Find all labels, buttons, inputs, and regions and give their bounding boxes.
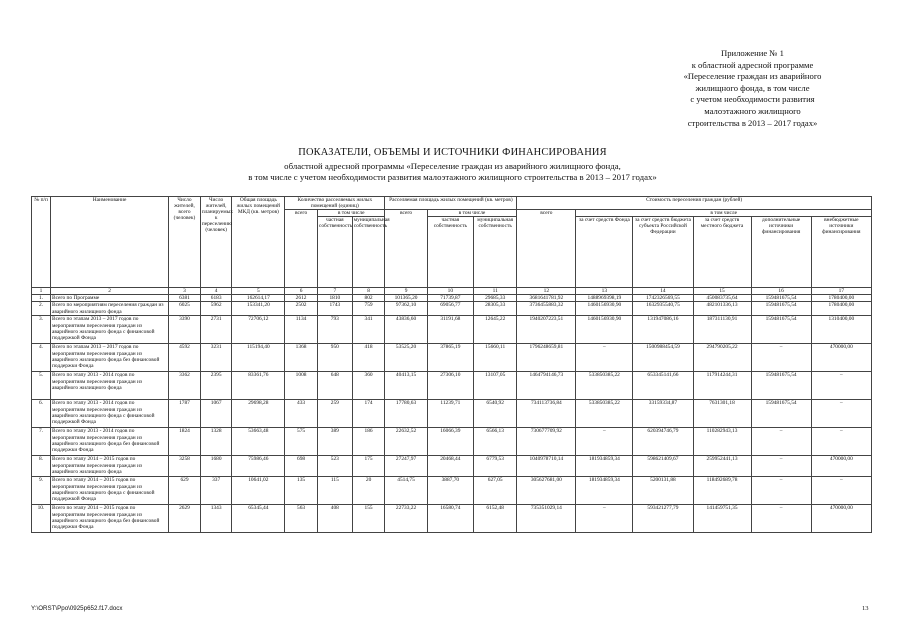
table-cell: 1343 xyxy=(200,505,232,533)
header-cost-fund: за счет средств Фонда xyxy=(576,217,633,288)
annex-line: к областной адресной программе xyxy=(691,59,814,70)
table-cell: 259952441,13 xyxy=(693,456,751,477)
header-cost-total: всего xyxy=(517,210,576,288)
table-cell: 27247,97 xyxy=(385,456,427,477)
row-number: 9. xyxy=(32,477,51,505)
column-number: 12 xyxy=(517,288,576,295)
table-cell: 4514,75 xyxy=(385,477,427,505)
table-cell: 3736455883,32 xyxy=(517,302,576,316)
table-cell: 155 xyxy=(352,505,385,533)
table-cell: 181934859,34 xyxy=(576,477,633,505)
header-cost-group: Стоимость переселения граждан (рублей) xyxy=(517,197,872,210)
column-number: 8 xyxy=(352,288,385,295)
table-cell: 563 xyxy=(285,505,318,533)
table-cell: 181934859,34 xyxy=(576,456,633,477)
table-cell: 37865,19 xyxy=(427,344,473,372)
table-cell: 1500988454,59 xyxy=(633,344,693,372)
row-name: Всего по Программе xyxy=(50,295,168,302)
column-number: 9 xyxy=(385,288,427,295)
table-cell: 29698,28 xyxy=(232,400,285,428)
document-subtitle-line-2: в том числе с учетом необходимости развития малоэтажного жилищного строительства в 2013 – 2017 годах» xyxy=(248,172,657,182)
table-cell: 5200131,88 xyxy=(633,477,693,505)
table-cell: 28305,33 xyxy=(474,302,517,316)
table-cell: 450083735,64 xyxy=(693,295,751,302)
header-name: Наименование xyxy=(50,197,168,288)
table-cell: 117914244,31 xyxy=(693,372,751,400)
row-number: 4. xyxy=(32,344,51,372)
table-cell: 22733,22 xyxy=(385,505,427,533)
table-cell: 20468,44 xyxy=(427,456,473,477)
table-cell: 69056,77 xyxy=(427,302,473,316)
table-cell: – xyxy=(811,372,871,400)
table-cell: 337 xyxy=(200,477,232,505)
table-cell: 1460156930,90 xyxy=(576,316,633,344)
table-row xyxy=(32,344,872,372)
table-cell: 730677709,92 xyxy=(517,428,576,456)
header-area-incl: в том числе xyxy=(427,210,517,217)
table-body xyxy=(32,295,872,533)
table-cell: 1742326569,55 xyxy=(633,295,693,302)
column-number: 4 xyxy=(200,288,232,295)
header-area-mkd: Общая площадь жилых помещений МКД (кв. метров) xyxy=(232,197,285,288)
row-name: Всего по этапу 2013 - 2014 годов по мероприятиям переселения граждан из аварийного жилищного фонда xyxy=(50,372,168,400)
table-cell: 65345,44 xyxy=(232,505,285,533)
table-cell: 1787 xyxy=(169,400,201,428)
header-count-incl: в том числе xyxy=(317,210,385,217)
table-cell: 175 xyxy=(352,456,385,477)
column-number: 1 xyxy=(32,288,51,295)
table-row xyxy=(32,456,872,477)
header-count-municipal: муниципальная собственность xyxy=(352,217,385,288)
table-row xyxy=(32,505,872,533)
table-cell: 11239,71 xyxy=(427,400,473,428)
row-name: Всего по этапу 2013 - 2014 годов по мероприятиям переселения граждан из аварийного жилищного фонда без финансовой поддержки Фонда xyxy=(50,428,168,456)
row-number: 2. xyxy=(32,302,51,316)
header-count-total: всего xyxy=(285,210,318,288)
table-cell: 97362,10 xyxy=(385,302,427,316)
table-row xyxy=(32,372,872,400)
column-number: 6 xyxy=(285,288,318,295)
table-cell: 2629 xyxy=(169,505,201,533)
table-row xyxy=(32,302,872,316)
table-cell: 1134 xyxy=(285,316,318,344)
table-cell: 1310400,00 xyxy=(811,316,871,344)
table-cell: 159481675,54 xyxy=(751,316,811,344)
table-cell: 1632935540,75 xyxy=(633,302,693,316)
table-cell: 27306,10 xyxy=(427,372,473,400)
header-residents: Число жителей, всего (человек) xyxy=(169,197,201,288)
annex-line: «Переселение граждан из аварийного xyxy=(683,71,822,82)
table-cell: 6183 xyxy=(200,295,232,302)
table-cell: 6540,92 xyxy=(474,400,517,428)
header-area-total: всего xyxy=(385,210,427,288)
table-cell: 40413,15 xyxy=(385,372,427,400)
table-cell: 698 xyxy=(285,456,318,477)
row-number: 6. xyxy=(32,400,51,428)
table-cell: 2612 xyxy=(285,295,318,302)
row-number: 5. xyxy=(32,372,51,400)
table-cell: 620394746,79 xyxy=(633,428,693,456)
row-number: 3. xyxy=(32,316,51,344)
table-cell: 29685,33 xyxy=(474,295,517,302)
file-path: Y:\ORST\Ppo\0925p652.f17.docx xyxy=(31,605,123,612)
table-cell: – xyxy=(811,428,871,456)
table-cell: 433 xyxy=(285,400,318,428)
table-cell: 13107,05 xyxy=(474,372,517,400)
table-cell: 408 xyxy=(317,505,352,533)
document-subtitle-line-1: областной адресной программы «Переселение граждан из аварийного жилищного фонда, xyxy=(284,161,621,171)
table-cell: 470000,00 xyxy=(811,456,871,477)
table-cell: 759 xyxy=(352,302,385,316)
column-number: 16 xyxy=(751,288,811,295)
financing-table xyxy=(31,196,872,533)
table-cell: 950 xyxy=(317,344,352,372)
header-cost-extra: дополнительные источники финансирования xyxy=(751,217,811,288)
table-cell: 627,05 xyxy=(474,477,517,505)
header-cost-subject: за счет средств бюджета субъекта Российской Федерации xyxy=(633,217,693,288)
table-cell: 17780,63 xyxy=(385,400,427,428)
table-cell: 418 xyxy=(352,344,385,372)
table-cell: 162614,17 xyxy=(232,295,285,302)
annex-line: малоэтажного жилищного xyxy=(704,105,801,116)
table-cell: 43836,60 xyxy=(385,316,427,344)
row-name: Всего по этапам 2013 – 2017 годов по мероприятиям переселения граждан из аварийного жилищного фонда с финансовой поддержкой Фонда xyxy=(50,316,168,344)
row-name: Всего по этапу 2014 – 2015 годов по мероприятиям переселения граждан из аварийного жилищного фонда без финансовой поддержки Фонда xyxy=(50,505,168,533)
table-cell: 470000,00 xyxy=(811,505,871,533)
table-cell: 15660,11 xyxy=(474,344,517,372)
table-cell: – xyxy=(751,505,811,533)
header-cost-other: внебюджетные источники финансирования xyxy=(811,217,871,288)
table-cell: 360 xyxy=(352,372,385,400)
table-cell: 2502 xyxy=(285,302,318,316)
table-row xyxy=(32,295,872,302)
table-cell: 6779,53 xyxy=(474,456,517,477)
row-number: 8. xyxy=(32,456,51,477)
table-cell: 1810 xyxy=(317,295,352,302)
table-cell: 1680 xyxy=(200,456,232,477)
table-cell: 523 xyxy=(317,456,352,477)
header-num: № п/п xyxy=(32,197,51,288)
row-name: Всего по этапу 2013 - 2014 годов по мероприятиям переселения граждан из аварийного жилищного фонда с финансовой поддержкой Фонда xyxy=(50,400,168,428)
table-cell: 533850385,22 xyxy=(576,372,633,400)
column-number: 3 xyxy=(169,288,201,295)
table-cell: 153341,20 xyxy=(232,302,285,316)
table-cell: 3258 xyxy=(169,456,201,477)
header-cost-local: за счет средств местного бюджета xyxy=(693,217,751,288)
table-cell: 648 xyxy=(317,372,352,400)
table-cell: – xyxy=(751,344,811,372)
annex-line: Приложение № 1 xyxy=(721,48,784,58)
table-cell: 6381 xyxy=(169,295,201,302)
table-cell: – xyxy=(811,400,871,428)
table-cell: 1796248659,81 xyxy=(517,344,576,372)
table-cell: – xyxy=(576,505,633,533)
table-cell: 53525,20 xyxy=(385,344,427,372)
table-cell: 187311130,91 xyxy=(693,316,751,344)
table-cell: 593421277,79 xyxy=(633,505,693,533)
table-cell: 31191,68 xyxy=(427,316,473,344)
table-cell: 1464794146,73 xyxy=(517,372,576,400)
header-area-municipal: муниципальная собственность xyxy=(474,217,517,288)
table-cell: 72706,12 xyxy=(232,316,285,344)
table-cell: – xyxy=(751,428,811,456)
header-area-group: Расселяемая площадь жилых помещений (кв. метров) xyxy=(385,197,517,210)
table-cell: 470000,00 xyxy=(811,344,871,372)
table-cell: 174 xyxy=(352,400,385,428)
table-cell: 2395 xyxy=(200,372,232,400)
table-cell: 1824 xyxy=(169,428,201,456)
table-cell: 159481675,54 xyxy=(751,400,811,428)
table-cell: 735351029,14 xyxy=(517,505,576,533)
table-cell: 118492689,78 xyxy=(693,477,751,505)
row-name: Всего по этапу 2014 – 2015 годов по мероприятиям переселения граждан из аварийного жилищного фонда с финансовой поддержкой Фонда xyxy=(50,477,168,505)
table-cell: 1040978710,14 xyxy=(517,456,576,477)
table-cell: 159481675,54 xyxy=(751,302,811,316)
table-cell: 3362 xyxy=(169,372,201,400)
table-cell: 1488969398,19 xyxy=(576,295,633,302)
table-cell: 575 xyxy=(285,428,318,456)
table-row xyxy=(32,316,872,344)
column-number: 7 xyxy=(317,288,352,295)
column-numbers-row xyxy=(32,288,872,295)
table-cell: 2731 xyxy=(200,316,232,344)
table-cell: 83361,76 xyxy=(232,372,285,400)
table-cell: 186 xyxy=(352,428,385,456)
column-number: 10 xyxy=(427,288,473,295)
annex-line: строительства в 2013 – 2017 годах» xyxy=(687,117,818,128)
table-cell: – xyxy=(751,456,811,477)
table-cell: 7631301,18 xyxy=(693,400,751,428)
table-cell: 115194,40 xyxy=(232,344,285,372)
row-number: 10. xyxy=(32,505,51,533)
table-cell: 3887,70 xyxy=(427,477,473,505)
column-number: 14 xyxy=(633,288,693,295)
table-cell: 159481675,54 xyxy=(751,372,811,400)
column-number: 15 xyxy=(693,288,751,295)
table-cell: 1008 xyxy=(285,372,318,400)
column-number: 13 xyxy=(576,288,633,295)
table-cell: 1780400,00 xyxy=(811,302,871,316)
table-cell: 653345141,66 xyxy=(633,372,693,400)
table-cell: 341 xyxy=(352,316,385,344)
table-cell: 1743 xyxy=(317,302,352,316)
table-cell: 6025 xyxy=(169,302,201,316)
table-cell: 629 xyxy=(169,477,201,505)
table-cell: – xyxy=(811,477,871,505)
table-cell: 3681641781,92 xyxy=(517,295,576,302)
header-area-private: частная собственность xyxy=(427,217,473,288)
table-cell: 3231 xyxy=(200,344,232,372)
table-cell: 135 xyxy=(285,477,318,505)
table-cell: – xyxy=(576,344,633,372)
row-name: Всего по этапу 2014 – 2015 годов по мероприятиям переселения граждан из аварийного жилищного фонда xyxy=(50,456,168,477)
table-cell: 389 xyxy=(317,428,352,456)
annex-line: с учетом необходимости развития xyxy=(690,94,815,105)
table-cell: 533850385,22 xyxy=(576,400,633,428)
table-cell: 110282943,13 xyxy=(693,428,751,456)
table-cell: 1940207223,51 xyxy=(517,316,576,344)
table-cell: 1328 xyxy=(200,428,232,456)
annex-line: жилищного фонда, в том числе xyxy=(695,82,810,93)
table-cell: 71739,87 xyxy=(427,295,473,302)
document-title: ПОКАЗАТЕЛИ, ОБЪЕМЫ И ИСТОЧНИКИ ФИНАНСИРОВАНИЯ xyxy=(298,147,607,158)
table-cell: 1460156930,90 xyxy=(576,302,633,316)
column-number: 17 xyxy=(811,288,871,295)
annex-header xyxy=(640,48,865,129)
column-number: 11 xyxy=(474,288,517,295)
table-cell: 75986,46 xyxy=(232,456,285,477)
table-cell: 101365,20 xyxy=(385,295,427,302)
table-cell: 598621409,67 xyxy=(633,456,693,477)
table-cell: 294790205,22 xyxy=(693,344,751,372)
table-cell: 16066,39 xyxy=(427,428,473,456)
table-cell: 482101336,13 xyxy=(693,302,751,316)
table-cell: 1368 xyxy=(285,344,318,372)
table-cell: 1067 xyxy=(200,400,232,428)
table-cell: 16580,74 xyxy=(427,505,473,533)
table-cell: 22632,52 xyxy=(385,428,427,456)
row-name: Всего по этапам 2013 – 2017 годов по мероприятиям переселения граждан из аварийного жилищного фонда без финансовой поддержки Фонда xyxy=(50,344,168,372)
row-name: Всего по мероприятиям переселения граждан из аварийного жилищного фонда xyxy=(50,302,168,316)
table-cell: 6152,48 xyxy=(474,505,517,533)
table-cell: 259 xyxy=(317,400,352,428)
header-count-private: частная собственность xyxy=(317,217,352,288)
table-cell: 20 xyxy=(352,477,385,505)
table-cell: 10641,02 xyxy=(232,477,285,505)
table-cell: 53663,48 xyxy=(232,428,285,456)
column-number: 2 xyxy=(50,288,168,295)
header-residents-relocated: Число жителей, планируемых к переселению (человек) xyxy=(200,197,232,288)
table-row xyxy=(32,428,872,456)
table-cell: – xyxy=(751,477,811,505)
table-cell: 305627681,00 xyxy=(517,477,576,505)
table-cell: 33159334,87 xyxy=(633,400,693,428)
table-cell: 131947086,16 xyxy=(633,316,693,344)
header-count-group: Количество расселяемых жилых помещений (единиц) xyxy=(285,197,385,210)
row-number: 7. xyxy=(32,428,51,456)
table-row xyxy=(32,477,872,505)
table-cell: 6566,13 xyxy=(474,428,517,456)
table-cell: 5962 xyxy=(200,302,232,316)
table-row xyxy=(32,400,872,428)
table-cell: 115 xyxy=(317,477,352,505)
page-number: 13 xyxy=(862,605,869,612)
table-cell: 802 xyxy=(352,295,385,302)
header-cost-incl: в том числе xyxy=(576,210,872,217)
table-cell: 793 xyxy=(317,316,352,344)
column-number: 5 xyxy=(232,288,285,295)
table-cell: 1780400,00 xyxy=(811,295,871,302)
table-cell: 12645,22 xyxy=(474,316,517,344)
table-cell: – xyxy=(576,428,633,456)
table-cell: 734113736,84 xyxy=(517,400,576,428)
table-cell: 141459751,35 xyxy=(693,505,751,533)
row-number: 1. xyxy=(32,295,51,302)
table-cell: 3390 xyxy=(169,316,201,344)
table-cell: 4592 xyxy=(169,344,201,372)
table-cell: 159481675,54 xyxy=(751,295,811,302)
